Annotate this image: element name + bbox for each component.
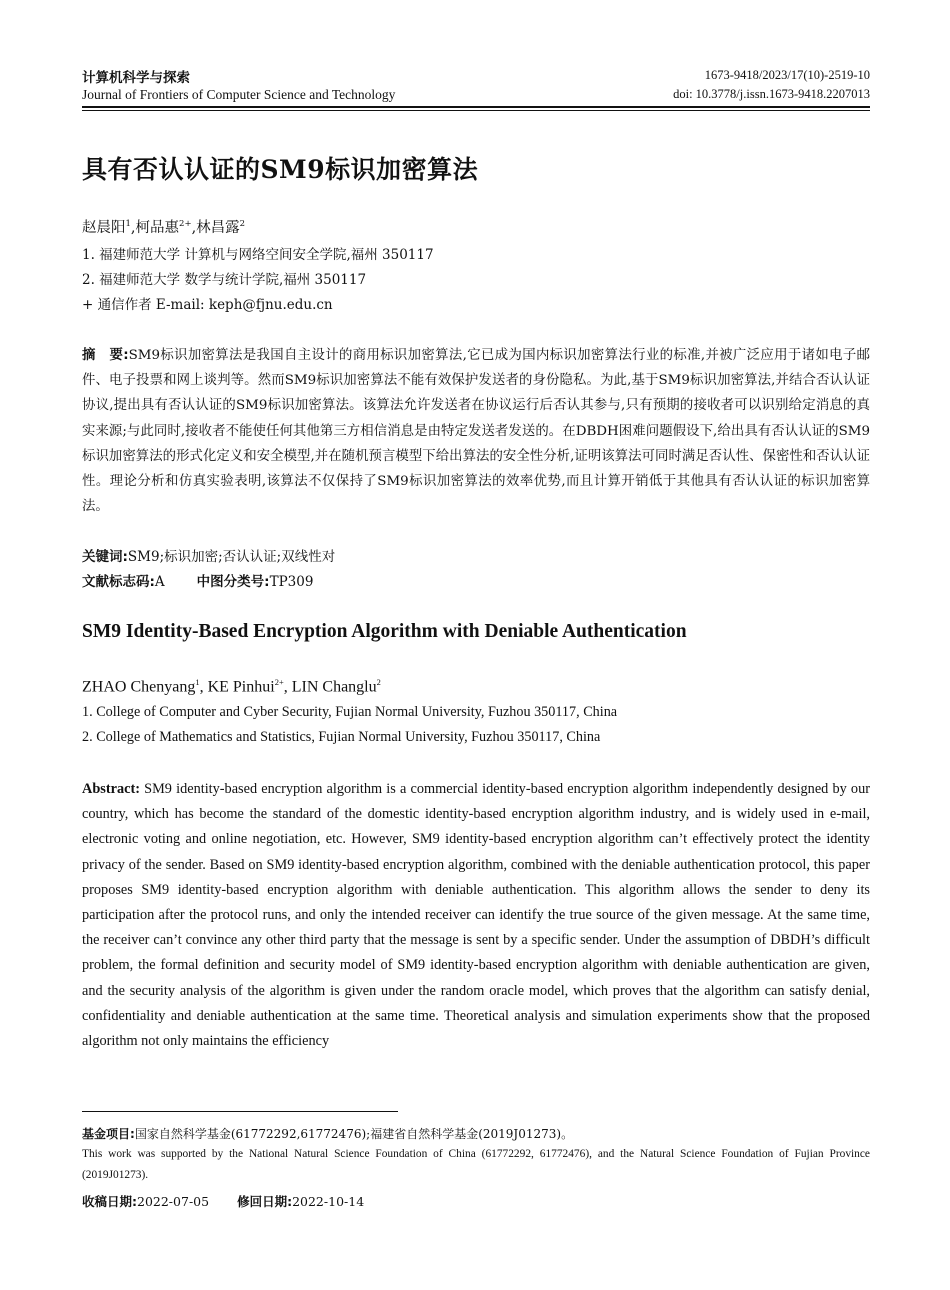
authors-cn (82, 216, 245, 237)
issn: 1673-9418/2023/17(10)-2519-10 (704, 68, 870, 82)
author-affil-mark: 2+ (179, 219, 192, 230)
running-header (82, 66, 870, 106)
author-affil-mark: 2 (376, 677, 381, 687)
abstract-label-cn: 摘 要: (82, 348, 129, 363)
clc-label: 中图分类号: (196, 574, 270, 590)
corresponding-author: + 通信作者 E-mail: keph@fjnu.edu.cn (82, 297, 333, 313)
author-name: ,林昌露 (191, 220, 240, 236)
doi: doi: 10.3778/j.issn.1673-9418.2207013 (673, 87, 870, 101)
author-affil-mark: 2+ (274, 677, 284, 687)
keywords-text: SM9;标识加密;否认认证;双线性对 (127, 549, 336, 565)
classification-line (82, 570, 313, 590)
author-name: , LIN Changlu (283, 678, 377, 696)
author-affil-mark: 2 (239, 219, 246, 230)
author-name: 赵晨阳 (82, 220, 126, 236)
abstract-text-cn: SM9标识加密算法是我国自主设计的商用标识加密算法,它已成为国内标识加密算法行业的标准,并被广泛应用于诸如电子邮件、电子投票和网上谈判等。然而SM9标识加密算法不能有效保护发送者的身份隐私。为此,基于SM9标识加密算法,并结合否认认证协议,提出具有否认认证的SM9标识加密算法。该算法允许发送者在协议运行后否认其参与,只有预期的接收者可以识别给定消息的真实来源;与此同时,接收者不能使任何其他第三方相信消息是由特定发送者发送的。在DBDH困难问题假设下,给出具有否认认证的SM9标识加密算法的形式化定义和安全模型,并在随机预言模型下给出算法的安全性分析,证明该算法可同时满足否认性、保密性和否认认证性。理论分析和仿真实验表明,该算法不仅保持了SM9标识加密算法的效率优势,而且计算开销低于其他具有否认认证的标识加密算法。 (82, 348, 870, 515)
footnote-rule (82, 1111, 398, 1112)
revised-date: 2022-10-14 (292, 1194, 365, 1209)
journal-name-cn: 计算机科学与探索 (82, 70, 190, 86)
revised-label: 修回日期: (237, 1194, 293, 1209)
funding-cn (82, 1125, 573, 1142)
header-rule (82, 106, 870, 108)
doc-code-label: 文献标志码: (82, 574, 155, 590)
keywords-cn (82, 545, 335, 565)
paper-title-en: SM9 Identity-Based Encryption Algorithm with Deniable Authentication (82, 621, 687, 642)
funding-label: 基金项目: (82, 1127, 135, 1141)
header-rule-thin (82, 110, 870, 111)
doc-code-value: A (154, 574, 165, 590)
author-name: ,柯品惠 (130, 220, 180, 236)
abstract-cn (82, 343, 870, 519)
author-affil-mark: 1 (125, 219, 131, 230)
affiliation-cn: 2. 福建师范大学 数学与统计学院,福州 350117 (82, 272, 367, 288)
keywords-label: 关键词: (82, 549, 128, 565)
paper-title-cn: 具有否认认证的SM9标识加密算法 (82, 155, 479, 184)
author-affil-mark: 1 (195, 677, 200, 687)
affiliation-cn: 1. 福建师范大学 计算机与网络空间安全学院,福州 350117 (82, 247, 434, 263)
clc-value: TP309 (269, 574, 314, 590)
dates-line (82, 1192, 364, 1210)
affiliation-en: 2. College of Mathematics and Statistics, Fujian Normal University, Fuzhou 350117, China (82, 729, 601, 745)
abstract-label-en: Abstract: (82, 781, 140, 797)
received-date: 2022-07-05 (137, 1194, 210, 1209)
funding-en: This work was supported by the National Natural Science Foundation of China (61772292, 61772476), and the Natural Science Foundation of Fujian Province (2019J01273). (82, 1148, 870, 1181)
received-label: 收稿日期: (82, 1194, 137, 1209)
authors-en (82, 677, 381, 696)
abstract-en (82, 777, 870, 1054)
funding-text-cn: 国家自然科学基金(61772292,61772476);福建省自然科学基金(2019J01273)。 (134, 1127, 574, 1141)
author-name: ZHAO Chenyang (82, 678, 196, 696)
abstract-text-en: SM9 identity-based encryption algorithm is a commercial identity-based encryption algorithm independently designed by our country, which has become the standard of the domestic identity-based encryption algorithm industry, and is widely used in e-mail, electronic voting and online negotiation, etc. However, SM9 identity-based encryption algorithm can’t effectively protect the identity privacy of the sender. Based on SM9 identity-based encryption algorithm, combined with the deniable authentication protocol, this paper proposes SM9 identity-based encryption algorithm with deniable authentication. This algorithm allows the sender to deny its participation after the protocol runs, and only the intended receiver can identify the true source of the given message. At the same time, the receiver can’t convince any other third party that the message is sent by a specific sender. Under the assumption of DBDH’s difficult problem, the formal definition and security model of SM9 identity-based encryption algorithm with deniable authentication are given, and the security analysis of the algorithm is given under the random oracle model, which proves that the algorithm can satisfy denial, confidentiality and deniable authentication at the same time. Theoretical analysis and simulation experiments show that the proposed algorithm not only maintains the efficiency (82, 781, 870, 1050)
journal-name-en: Journal of Frontiers of Computer Science and Technology (82, 87, 396, 102)
affiliation-en: 1. College of Computer and Cyber Security, Fujian Normal University, Fuzhou 350117, China (82, 704, 618, 720)
author-name: , KE Pinhui (199, 678, 275, 696)
